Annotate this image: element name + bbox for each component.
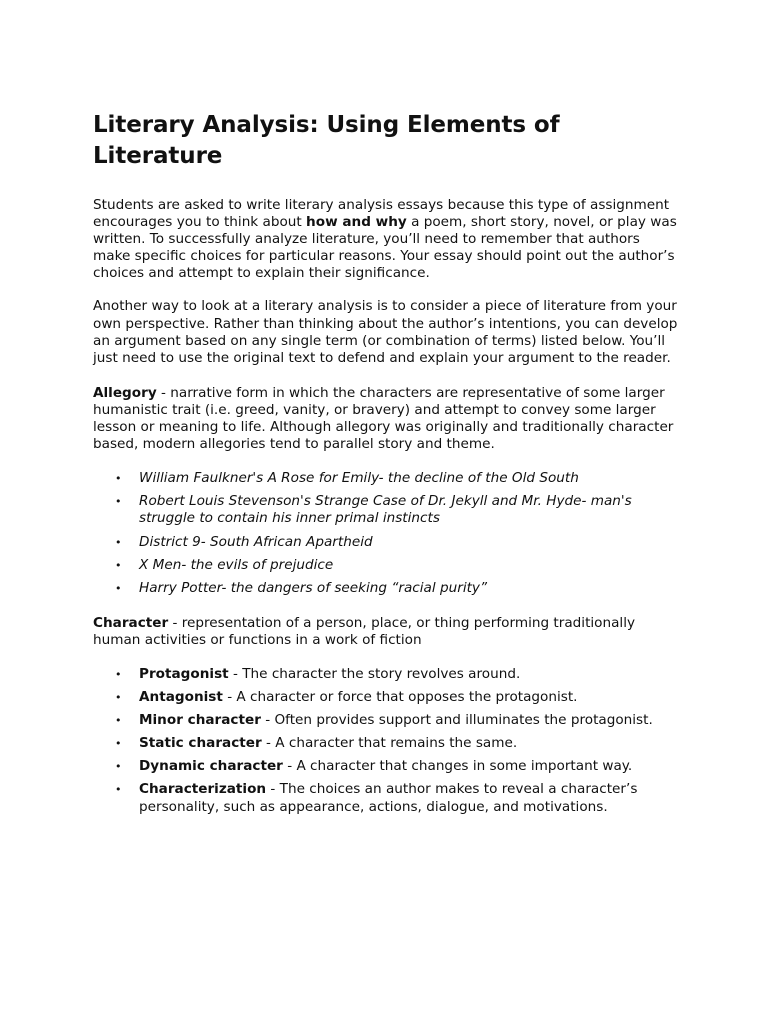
character-type-definition: - A character or force that opposes the protagonist.	[222, 689, 578, 706]
list-item	[93, 557, 678, 574]
allegory-example: X Men- the evils of prejudice	[139, 556, 334, 573]
list-item	[93, 534, 678, 551]
intro-bold-phrase: how and why	[306, 214, 407, 231]
character-type-term: Antagonist	[139, 689, 223, 706]
bullet-icon: •	[115, 581, 122, 595]
character-type-definition: - The choices an author makes to reveal a character’s personality, such as appearance, actions, dialogue, and motivations.	[139, 781, 638, 815]
character-type-definition: - The character the story revolves around.	[228, 665, 521, 682]
bullet-icon: •	[115, 760, 122, 774]
character-type-term: Static character	[139, 735, 262, 752]
character-type-term: Protagonist	[139, 665, 229, 682]
character-type-definition: - A character that changes in some important way.	[282, 758, 633, 775]
allegory-examples-list	[93, 470, 678, 597]
allegory-definition-text: - narrative form in which the characters are representative of some larger humanistic trait (i.e. greed, vanity, or bravery) and attempt to convey some larger lesson or meaning to life. Although allegory was originally and traditionally character based, modern allegories tend to parallel story and theme.	[93, 384, 674, 453]
document-body	[93, 110, 678, 822]
allegory-example: William Faulkner's A Rose for Emily- the decline of the Old South	[139, 470, 579, 487]
bullet-icon: •	[115, 472, 122, 486]
intro-paragraph-1	[93, 197, 678, 282]
allegory-term: Allegory	[93, 384, 157, 401]
character-type-term: Minor character	[139, 712, 261, 729]
list-item	[93, 470, 678, 487]
allegory-example: Harry Potter- the dangers of seeking “racial purity”	[139, 579, 488, 596]
bullet-icon: •	[115, 714, 122, 728]
list-item	[93, 666, 678, 683]
character-term: Character	[93, 614, 169, 631]
list-item	[93, 758, 678, 775]
allegory-definition	[93, 385, 678, 453]
character-type-term: Dynamic character	[139, 758, 283, 775]
page-title: Literary Analysis: Using Elements of Literature	[93, 112, 560, 169]
bullet-icon: •	[115, 783, 122, 797]
bullet-icon: •	[115, 691, 122, 705]
bullet-icon: •	[115, 535, 122, 549]
intro-text-before: Students are asked to write literary analysis essays because this type of assignment encourages you to think about	[93, 197, 670, 231]
character-definition	[93, 615, 678, 649]
character-definition-text: - representation of a person, place, or thing performing traditionally human activities or functions in a work of fiction	[93, 614, 636, 648]
list-item	[93, 712, 678, 729]
intro-paragraph-2: Another way to look at a literary analysis is to consider a piece of literature from your own perspective. Rather than thinking about the author’s intentions, you can develop an argument based on any single term (or combination of terms) listed below. You’ll just need to use the original text to defend and explain your argument to the reader.	[93, 298, 678, 366]
character-type-term: Characterization	[139, 781, 267, 798]
allegory-example: District 9- South African Apartheid	[139, 533, 373, 550]
list-item	[93, 493, 678, 527]
list-item	[93, 580, 678, 597]
bullet-icon: •	[115, 558, 122, 572]
list-item	[93, 735, 678, 752]
allegory-example: Robert Louis Stevenson's Strange Case of Dr. Jekyll and Mr. Hyde- man's struggle to contain his inner primal instincts	[139, 493, 632, 527]
intro-text-after: a poem, short story, novel, or play was written. To successfully analyze literature, you’ll need to remember that authors make specific choices for particular reasons. Your essay should point out the author’s choices and attempt to explain their significance.	[93, 214, 677, 282]
character-types-list	[93, 666, 678, 816]
list-item	[93, 689, 678, 706]
bullet-icon: •	[115, 737, 122, 751]
character-type-definition: - Often provides support and illuminates the protagonist.	[260, 712, 653, 729]
bullet-icon: •	[115, 495, 122, 509]
character-type-definition: - A character that remains the same.	[261, 735, 518, 752]
list-item	[93, 781, 678, 815]
bullet-icon: •	[115, 667, 122, 681]
